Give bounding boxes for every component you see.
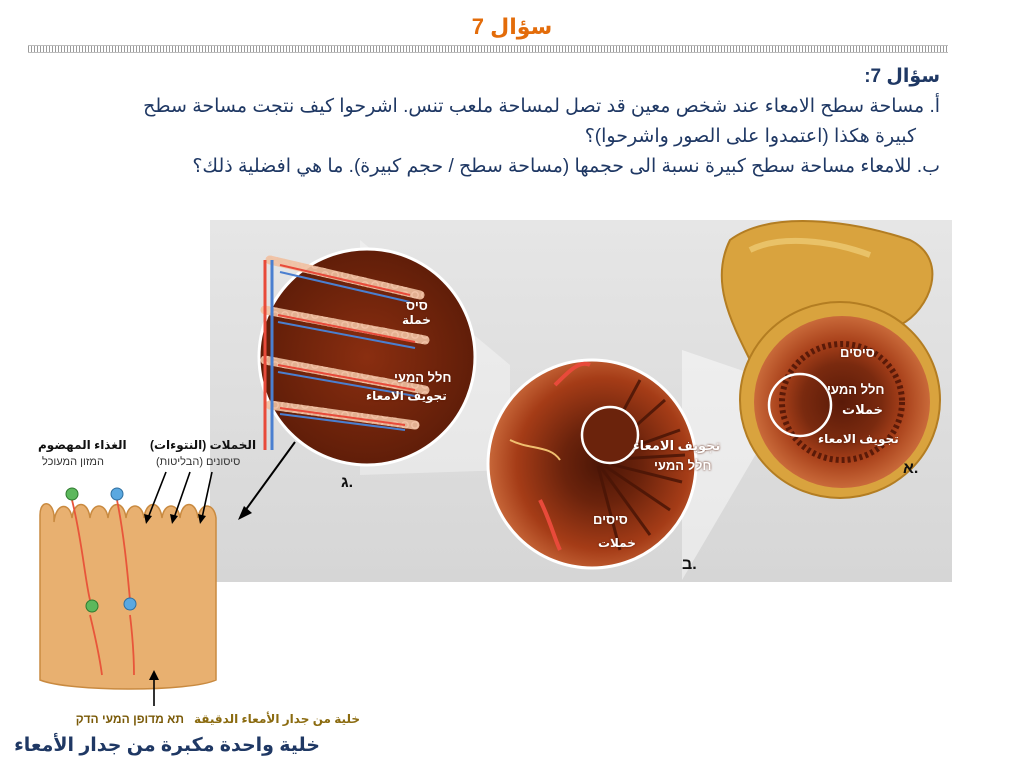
zoom-circle-b	[582, 407, 638, 463]
label-a-lumen-he: חלל המעי	[827, 382, 885, 397]
label-c-villi-ar: خملة	[402, 313, 431, 327]
cell-figure	[30, 430, 270, 720]
food-molecule-blue	[111, 488, 123, 500]
cell-source-ar: خلية من جدار الأمعاء الدقيقة	[193, 712, 360, 726]
intestine-figure	[210, 220, 952, 582]
figure-caption: خلية واحدة مكبرة من جدار الأمعاء	[14, 735, 320, 756]
cell-source-he: תא מדופן המעי הדק	[75, 712, 184, 726]
label-digested-food-he: המזון המעוכל	[42, 456, 104, 468]
intestine-illustration	[210, 220, 952, 582]
cell-illustration	[30, 430, 270, 720]
label-digested-food-ar: الغذاء المهضوم	[38, 438, 127, 452]
label-c-lumen-he: חלל המעי	[394, 370, 452, 385]
question-block	[60, 62, 940, 182]
question-heading: سؤال 7:	[864, 66, 940, 87]
question-part-a-line1: أ. مساحة سطح الامعاء عند شخص معين قد تصل لمساحة ملعب تنس. اشرحوا كيف نتجت مساحة سطح	[143, 96, 940, 117]
panel-b-letter: ב.	[682, 556, 697, 573]
question-part-b: ب. للامعاء مساحة سطح كبيرة نسبة الى حجمها (مساحة سطح / حجم كبيرة). ما هي افضلية ذلك؟	[192, 156, 940, 177]
label-microvilli-ar: الخملات (النتوءات)	[150, 438, 257, 452]
label-a-villi-ar: خملات	[842, 402, 884, 417]
cell-source-caption	[58, 712, 360, 726]
label-b-villi-he: סיסים	[593, 512, 628, 527]
label-c-villi-he: סיס	[406, 298, 428, 313]
panel-c-letter: ג.	[341, 474, 354, 491]
slide-title: سؤال 7	[471, 14, 553, 39]
cell-body	[40, 504, 216, 689]
label-b-villi-ar: خملات	[598, 536, 636, 550]
panel-a-letter: א.	[903, 460, 919, 477]
label-a-villi-he: סיסים	[840, 345, 875, 360]
label-microvilli-he: סיסונים (הבליטות)	[156, 456, 241, 468]
title-divider	[28, 45, 948, 53]
label-c-cavity-ar: تجويف الامعاء	[366, 389, 447, 403]
question-part-a-line2: كبيرة هكذا (اعتمدوا على الصور واشرحوا)؟	[584, 126, 916, 147]
label-b-lumen-he: חלל המעי	[654, 458, 712, 473]
food-molecule-green	[66, 488, 78, 500]
label-a-cavity-ar: تجويف الامعاء	[818, 432, 899, 446]
label-b-cavity-ar: تجويف الامعاء	[633, 438, 721, 453]
